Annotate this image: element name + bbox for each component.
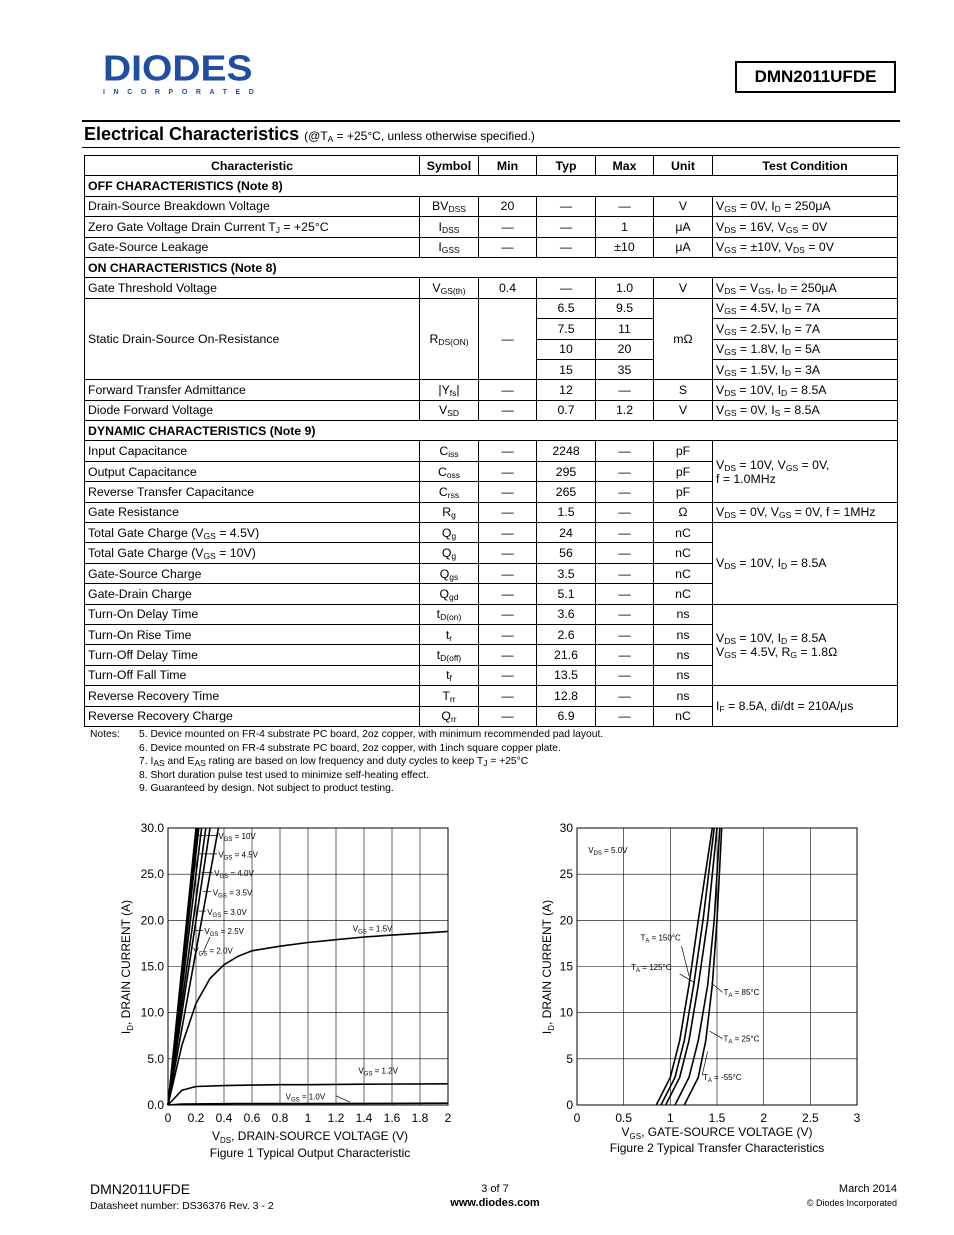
- x-tick-label: 1.2: [327, 1111, 345, 1125]
- x-tick-label: 0.4: [215, 1111, 233, 1125]
- cell-unit: S: [654, 380, 713, 400]
- cell-symbol: $Q_g$: [420, 543, 479, 563]
- cell-unit: Ω: [654, 502, 713, 522]
- cell-characteristic: Gate-Source Leakage: [85, 237, 420, 257]
- cell-symbol: $T_{rr}$: [420, 686, 479, 706]
- cell-unit: μA: [654, 237, 713, 257]
- x-tick-label: 0: [573, 1111, 581, 1125]
- cell-condition: $V_{DS} = 10V$, $I_D = 8.5A$: [713, 523, 898, 605]
- notes-label: Notes:: [90, 729, 120, 740]
- curve-label: $T_A = 25^\circ C$: [723, 1034, 760, 1046]
- cell-max: —: [596, 461, 654, 481]
- cell-min: —: [479, 604, 537, 624]
- cell-symbol: $C_{iss}$: [420, 441, 479, 461]
- cell-characteristic: Turn-On Delay Time: [85, 604, 420, 624]
- cell-unit: nC: [654, 523, 713, 543]
- cell-symbol: $Q_{gs}$: [420, 563, 479, 583]
- cell-condition: $V_{GS} = \pm 10V$, $V_{DS} = 0V$: [713, 237, 898, 257]
- footer-url[interactable]: www.diodes.com: [450, 1197, 540, 1209]
- cell-characteristic: Input Capacitance: [85, 441, 420, 461]
- cell-min: —: [479, 400, 537, 420]
- y-tick-label: 20: [559, 913, 573, 928]
- footer-copyright: © Diodes Incorporated: [806, 1198, 897, 1208]
- cell-max: —: [596, 502, 654, 522]
- cell-symbol: $I_{DSS}$: [420, 217, 479, 237]
- cell-max: 11: [596, 319, 654, 339]
- cell-condition: $V_{GS} = 2.5V$, $I_D = 7A$: [713, 319, 898, 339]
- y-tick-label: 5.0: [147, 1051, 164, 1066]
- table-row: [85, 298, 898, 318]
- cell-symbol: $C_{oss}$: [420, 461, 479, 481]
- col-header: Test Condition: [713, 156, 898, 176]
- cell-unit: nC: [654, 563, 713, 583]
- header-rule: [82, 120, 900, 122]
- col-header: Unit: [654, 156, 713, 176]
- cell-max: ±10: [596, 237, 654, 257]
- x-tick-label: 0.6: [243, 1111, 261, 1125]
- cell-typ: 295: [537, 461, 596, 481]
- cell-characteristic: Gate Resistance: [85, 502, 420, 522]
- cell-condition: $V_{DS} = 10V$, $I_D = 8.5A$ $V_{GS} = 4.5V$, $R_G = 1.8\Omega$: [713, 604, 898, 686]
- cell-condition: $I_F = 8.5A$, di/dt = 210A/μs: [713, 686, 898, 727]
- cell-unit: ns: [654, 624, 713, 644]
- footer-datasheet-number: Datasheet number: DS36376 Rev. 3 - 2: [90, 1200, 274, 1212]
- cell-min: —: [479, 563, 537, 583]
- section-condition: ($@T_A = +25^\circ C$, unless otherwise specified.): [304, 129, 535, 144]
- cell-symbol: $t_{D(on)}$: [420, 604, 479, 624]
- section-header-dynamic: DYNAMIC CHARACTERISTICS (Note 9): [85, 421, 898, 441]
- section-row: [85, 257, 898, 277]
- figure2-chart: [535, 815, 875, 1165]
- cell-characteristic: Gate Threshold Voltage: [85, 278, 420, 298]
- cell-unit: μA: [654, 217, 713, 237]
- curve-label: $V_{GS} = 1.0V$: [285, 1092, 326, 1104]
- cell-max: 35: [596, 359, 654, 379]
- cell-max: 1.2: [596, 400, 654, 420]
- cell-unit: pF: [654, 461, 713, 481]
- cell-symbol: $Q_{rr}$: [420, 706, 479, 726]
- cell-typ: 12.8: [537, 686, 596, 706]
- part-number-box: DMN2011UFDE: [735, 61, 896, 93]
- cell-unit: ns: [654, 686, 713, 706]
- note-item: 5. Device mounted on FR-4 substrate PC board, 2oz copper, with minimum recommended pad layout.: [139, 729, 604, 740]
- x-tick-label: 1.6: [383, 1111, 401, 1125]
- col-header: Min: [479, 156, 537, 176]
- x-tick-label: 1.8: [411, 1111, 429, 1125]
- section-header-on: ON CHARACTERISTICS (Note 8): [85, 257, 898, 277]
- table-row: [85, 196, 898, 216]
- cell-condition: $V_{DS} = 10V$, $V_{GS} = 0V$, f = 1.0MHz: [713, 441, 898, 502]
- footer-right: [807, 1182, 897, 1210]
- cell-symbol: $I_{GSS}$: [420, 237, 479, 257]
- curve-label: $V_{GS} = 2.0V$: [193, 946, 233, 958]
- cell-characteristic: Forward Transfer Admittance: [85, 380, 420, 400]
- cell-condition: $V_{GS} = 1.5V$, $I_D = 3A$: [713, 359, 898, 379]
- section-header-off: OFF CHARACTERISTICS (Note 8): [85, 176, 898, 196]
- cell-min: —: [479, 543, 537, 563]
- cell-symbol: $C_{rss}$: [420, 482, 479, 502]
- cell-typ: —: [537, 217, 596, 237]
- cell-condition: $V_{DS} = V_{GS}$, $I_D = 250\mu A$: [713, 278, 898, 298]
- cell-typ: 2248: [537, 441, 596, 461]
- section-title: [84, 124, 535, 145]
- x-tick-label: 3: [853, 1111, 861, 1125]
- cell-min: —: [479, 482, 537, 502]
- note-item: 7. $I_{AS}$ and $E_{AS}$ rating are based on low frequency and duty cycles to keep $T_J = +25^\circ C$: [139, 756, 529, 769]
- cell-typ: 7.5: [537, 319, 596, 339]
- cell-typ: 10: [537, 339, 596, 359]
- section-title-text: Electrical Characteristics: [84, 124, 300, 144]
- cell-characteristic: Output Capacitance: [85, 461, 420, 481]
- diodes-logo: [103, 49, 268, 100]
- col-header: Typ: [537, 156, 596, 176]
- cell-typ: 15: [537, 359, 596, 379]
- curve-label: $V_{GS} = 10V$: [218, 832, 256, 844]
- cell-min: 20: [479, 196, 537, 216]
- cell-max: —: [596, 196, 654, 216]
- table-row: [85, 217, 898, 237]
- cell-symbol: $R_g$: [420, 502, 479, 522]
- cell-typ: —: [537, 237, 596, 257]
- cell-condition: $V_{GS} = 0V$, $I_S = 8.5A$: [713, 400, 898, 420]
- x-tick-label: 0.5: [615, 1111, 633, 1125]
- logo-subtext: INCORPORATED: [103, 89, 263, 96]
- cell-min: —: [479, 380, 537, 400]
- cell-max: 1: [596, 217, 654, 237]
- cell-max: —: [596, 604, 654, 624]
- x-tick-label: 2.5: [801, 1111, 819, 1125]
- cell-unit: mΩ: [654, 298, 713, 380]
- curve-label: $V_{GS} = 4.5V$: [218, 850, 258, 862]
- figure1-grid: [168, 828, 448, 1105]
- cell-typ: 12: [537, 380, 596, 400]
- label-arrow: [682, 946, 689, 976]
- cell-max: —: [596, 523, 654, 543]
- cell-typ: 3.6: [537, 604, 596, 624]
- table-row: [85, 686, 898, 706]
- cell-symbol: $R_{DS(ON)}$: [420, 298, 479, 380]
- cell-max: —: [596, 645, 654, 665]
- table-row: [85, 523, 898, 543]
- cell-condition: $V_{GS} = 0V$, $I_D = 250\mu A$: [713, 196, 898, 216]
- cell-unit: nC: [654, 543, 713, 563]
- cell-unit: ns: [654, 645, 713, 665]
- cell-max: 20: [596, 339, 654, 359]
- figure1-ylabel: $I_D$, DRAIN CURRENT (A): [119, 899, 135, 1035]
- label-arrow: [710, 1031, 723, 1038]
- cell-characteristic: Static Drain-Source On-Resistance: [85, 298, 420, 380]
- cell-max: —: [596, 563, 654, 583]
- x-tick-label: 2: [760, 1111, 768, 1125]
- cell-unit: V: [654, 196, 713, 216]
- section-row: [85, 176, 898, 196]
- table-row: [85, 502, 898, 522]
- cell-max: —: [596, 686, 654, 706]
- cell-unit: V: [654, 400, 713, 420]
- note-item: 8. Short duration pulse test used to minimize self-heating effect.: [139, 769, 429, 781]
- cell-characteristic: Zero Gate Voltage Drain Current $T_J = +25^\circ C$: [85, 217, 420, 237]
- cell-max: 1.0: [596, 278, 654, 298]
- cell-min: —: [479, 584, 537, 604]
- cell-symbol: $Q_g$: [420, 523, 479, 543]
- cell-max: —: [596, 441, 654, 461]
- cell-typ: —: [537, 196, 596, 216]
- cell-min: —: [479, 523, 537, 543]
- footer-date: March 2014: [838, 1183, 897, 1195]
- x-tick-label: 1.4: [355, 1111, 373, 1125]
- cell-symbol: $BV_{DSS}$: [420, 196, 479, 216]
- cell-typ: 5.1: [537, 584, 596, 604]
- cell-unit: pF: [654, 441, 713, 461]
- cell-max: 9.5: [596, 298, 654, 318]
- notes-list: [139, 728, 603, 796]
- electrical-characteristics-table: [84, 155, 898, 727]
- cell-condition: $V_{DS} = 10V$, $I_D = 8.5A$: [713, 380, 898, 400]
- footer-page: 3 of 7: [481, 1183, 509, 1195]
- table-row: [85, 604, 898, 624]
- cell-typ: 2.6: [537, 624, 596, 644]
- cell-unit: ns: [654, 604, 713, 624]
- cell-max: —: [596, 624, 654, 644]
- cell-min: —: [479, 686, 537, 706]
- y-tick-label: 30: [559, 821, 573, 835]
- y-tick-label: 10.0: [140, 1005, 164, 1020]
- y-tick-label: 0: [566, 1098, 573, 1112]
- curve-label: $V_{GS} = 3.0V$: [207, 907, 247, 919]
- cell-typ: 13.5: [537, 665, 596, 685]
- y-tick-label: 10: [559, 1005, 573, 1020]
- cell-max: —: [596, 543, 654, 563]
- cell-symbol: $t_f$: [420, 665, 479, 685]
- cell-characteristic: Turn-Off Fall Time: [85, 665, 420, 685]
- cell-max: —: [596, 482, 654, 502]
- table-row: [85, 237, 898, 257]
- figure2-x-ticks: [574, 1111, 861, 1125]
- y-tick-label: 25: [559, 867, 573, 882]
- cell-typ: 21.6: [537, 645, 596, 665]
- x-tick-label: 2: [444, 1111, 452, 1125]
- curve-label: $V_{GS} = 4.0V$: [214, 869, 254, 881]
- y-tick-label: 25.0: [140, 867, 164, 882]
- cell-condition: $V_{DS} = 16V$, $V_{GS} = 0V$: [713, 217, 898, 237]
- cell-max: —: [596, 380, 654, 400]
- cell-condition: $V_{DS} = 0V$, $V_{GS} = 0V$, f = 1MHz: [713, 502, 898, 522]
- figure2-y-ticks: [560, 821, 574, 1112]
- table-row: [85, 380, 898, 400]
- cell-min: —: [479, 237, 537, 257]
- figure2-xlabel: $V_{GS}$, GATE-SOURCE VOLTAGE (V): [621, 1125, 813, 1141]
- col-header: Max: [596, 156, 654, 176]
- cell-min: —: [479, 624, 537, 644]
- cell-characteristic: Reverse Recovery Charge: [85, 706, 420, 726]
- label-arrow: [336, 1096, 350, 1102]
- cell-max: —: [596, 706, 654, 726]
- cell-typ: —: [537, 278, 596, 298]
- table-row: [85, 278, 898, 298]
- cell-typ: 6.5: [537, 298, 596, 318]
- curve-label: $V_{GS} = 2.5V$: [204, 927, 244, 939]
- cell-max: —: [596, 584, 654, 604]
- cell-characteristic: Reverse Transfer Capacitance: [85, 482, 420, 502]
- cell-typ: 24: [537, 523, 596, 543]
- col-header: Characteristic: [85, 156, 420, 176]
- cell-max: —: [596, 665, 654, 685]
- cell-unit: pF: [654, 482, 713, 502]
- cell-typ: 56: [537, 543, 596, 563]
- section-rule: [82, 147, 900, 148]
- cell-condition: $V_{GS} = 4.5V$, $I_D = 7A$: [713, 298, 898, 318]
- cell-characteristic: Gate-Drain Charge: [85, 584, 420, 604]
- cell-min: —: [479, 706, 537, 726]
- curve-label: $V_{GS} = 3.5V$: [212, 888, 253, 900]
- section-row: [85, 421, 898, 441]
- x-tick-label: 0: [164, 1111, 172, 1125]
- cell-condition: $V_{GS} = 1.8V$, $I_D = 5A$: [713, 339, 898, 359]
- x-tick-label: 0.8: [271, 1111, 289, 1125]
- table-row: [85, 441, 898, 461]
- cell-unit: V: [654, 278, 713, 298]
- curve-label: $V_{GS} = 1.2V$: [358, 1066, 398, 1078]
- cell-characteristic: Diode Forward Voltage: [85, 400, 420, 420]
- cell-characteristic: Turn-Off Delay Time: [85, 645, 420, 665]
- cell-min: 0.4: [479, 278, 537, 298]
- y-tick-label: 5: [566, 1051, 573, 1066]
- figure1-y-ticks: [141, 821, 165, 1112]
- cell-symbol: $t_{D(off)}$: [420, 645, 479, 665]
- cell-typ: 265: [537, 482, 596, 502]
- footer-center: [390, 1182, 600, 1210]
- cell-min: —: [479, 665, 537, 685]
- y-tick-label: 30.0: [140, 821, 164, 835]
- note-item: 6. Device mounted on FR-4 substrate PC board, 2oz copper, with 1inch square copper plate.: [139, 742, 561, 754]
- cell-symbol: $V_{SD}$: [420, 400, 479, 420]
- figure1-chart: [110, 815, 470, 1165]
- x-tick-label: 1: [666, 1111, 674, 1125]
- cell-typ: 3.5: [537, 563, 596, 583]
- table-row: [85, 400, 898, 420]
- cell-characteristic: Reverse Recovery Time: [85, 686, 420, 706]
- cell-unit: nC: [654, 706, 713, 726]
- cell-symbol: $V_{GS(th)}$: [420, 278, 479, 298]
- cell-min: —: [479, 645, 537, 665]
- y-tick-label: 15.0: [140, 959, 164, 974]
- curve-label: $T_A = 85^\circ C$: [723, 988, 760, 1000]
- y-tick-label: 0.0: [147, 1098, 164, 1112]
- cell-min: —: [479, 298, 537, 380]
- cell-min: —: [479, 461, 537, 481]
- cell-characteristic: Drain-Source Breakdown Voltage: [85, 196, 420, 216]
- cell-characteristic: Total Gate Charge $(V_{GS} = 4.5V)$: [85, 523, 420, 543]
- cell-typ: 6.9: [537, 706, 596, 726]
- logo-text: DIODES: [103, 49, 253, 89]
- cell-min: —: [479, 217, 537, 237]
- curve-label: $T_A = 150^\circ C$: [640, 933, 681, 945]
- footer-part-number: DMN2011UFDE: [90, 1181, 191, 1197]
- cell-symbol: $|Y_{fs}|$: [420, 380, 479, 400]
- label-arrow: [680, 974, 694, 982]
- figure2-ylabel: $I_D$, DRAIN CURRENT (A): [540, 899, 556, 1035]
- table-header-row: [85, 156, 898, 176]
- x-tick-label: 1: [304, 1111, 312, 1125]
- cell-min: —: [479, 502, 537, 522]
- note-item: 9. Guaranteed by design. Not subject to product testing.: [139, 783, 394, 795]
- cell-typ: 1.5: [537, 502, 596, 522]
- x-tick-label: 0.2: [187, 1111, 205, 1125]
- cell-characteristic: Total Gate Charge $(V_{GS} = 10V)$: [85, 543, 420, 563]
- cell-typ: 0.7: [537, 400, 596, 420]
- figure1-caption: Figure 1 Typical Output Characteristic: [209, 1146, 411, 1160]
- figure1-xlabel: $V_{DS}$, DRAIN-SOURCE VOLTAGE (V): [211, 1129, 409, 1145]
- y-tick-label: 20.0: [140, 913, 164, 928]
- figure2-caption: Figure 2 Typical Transfer Characteristics: [609, 1141, 825, 1155]
- curve-label: $V_{GS} = 1.5V$: [352, 924, 393, 936]
- cell-unit: ns: [654, 665, 713, 685]
- figure2-curve-labels: [588, 846, 759, 1084]
- x-tick-label: 1.5: [708, 1111, 726, 1125]
- y-tick-label: 15: [559, 959, 573, 974]
- cell-symbol: $t_r$: [420, 624, 479, 644]
- cell-characteristic: Turn-On Rise Time: [85, 624, 420, 644]
- curve-label: $T_A = -55^\circ C$: [703, 1073, 742, 1085]
- cell-min: —: [479, 441, 537, 461]
- cell-unit: nC: [654, 584, 713, 604]
- cell-symbol: $Q_{gd}$: [420, 584, 479, 604]
- curve-label: $T_A = 125^\circ C$: [631, 963, 672, 975]
- cell-characteristic: Gate-Source Charge: [85, 563, 420, 583]
- curve-label: $V_{DS} = 5.0V$: [588, 845, 628, 857]
- col-header: Symbol: [420, 156, 479, 176]
- figure1-x-ticks: [165, 1111, 452, 1125]
